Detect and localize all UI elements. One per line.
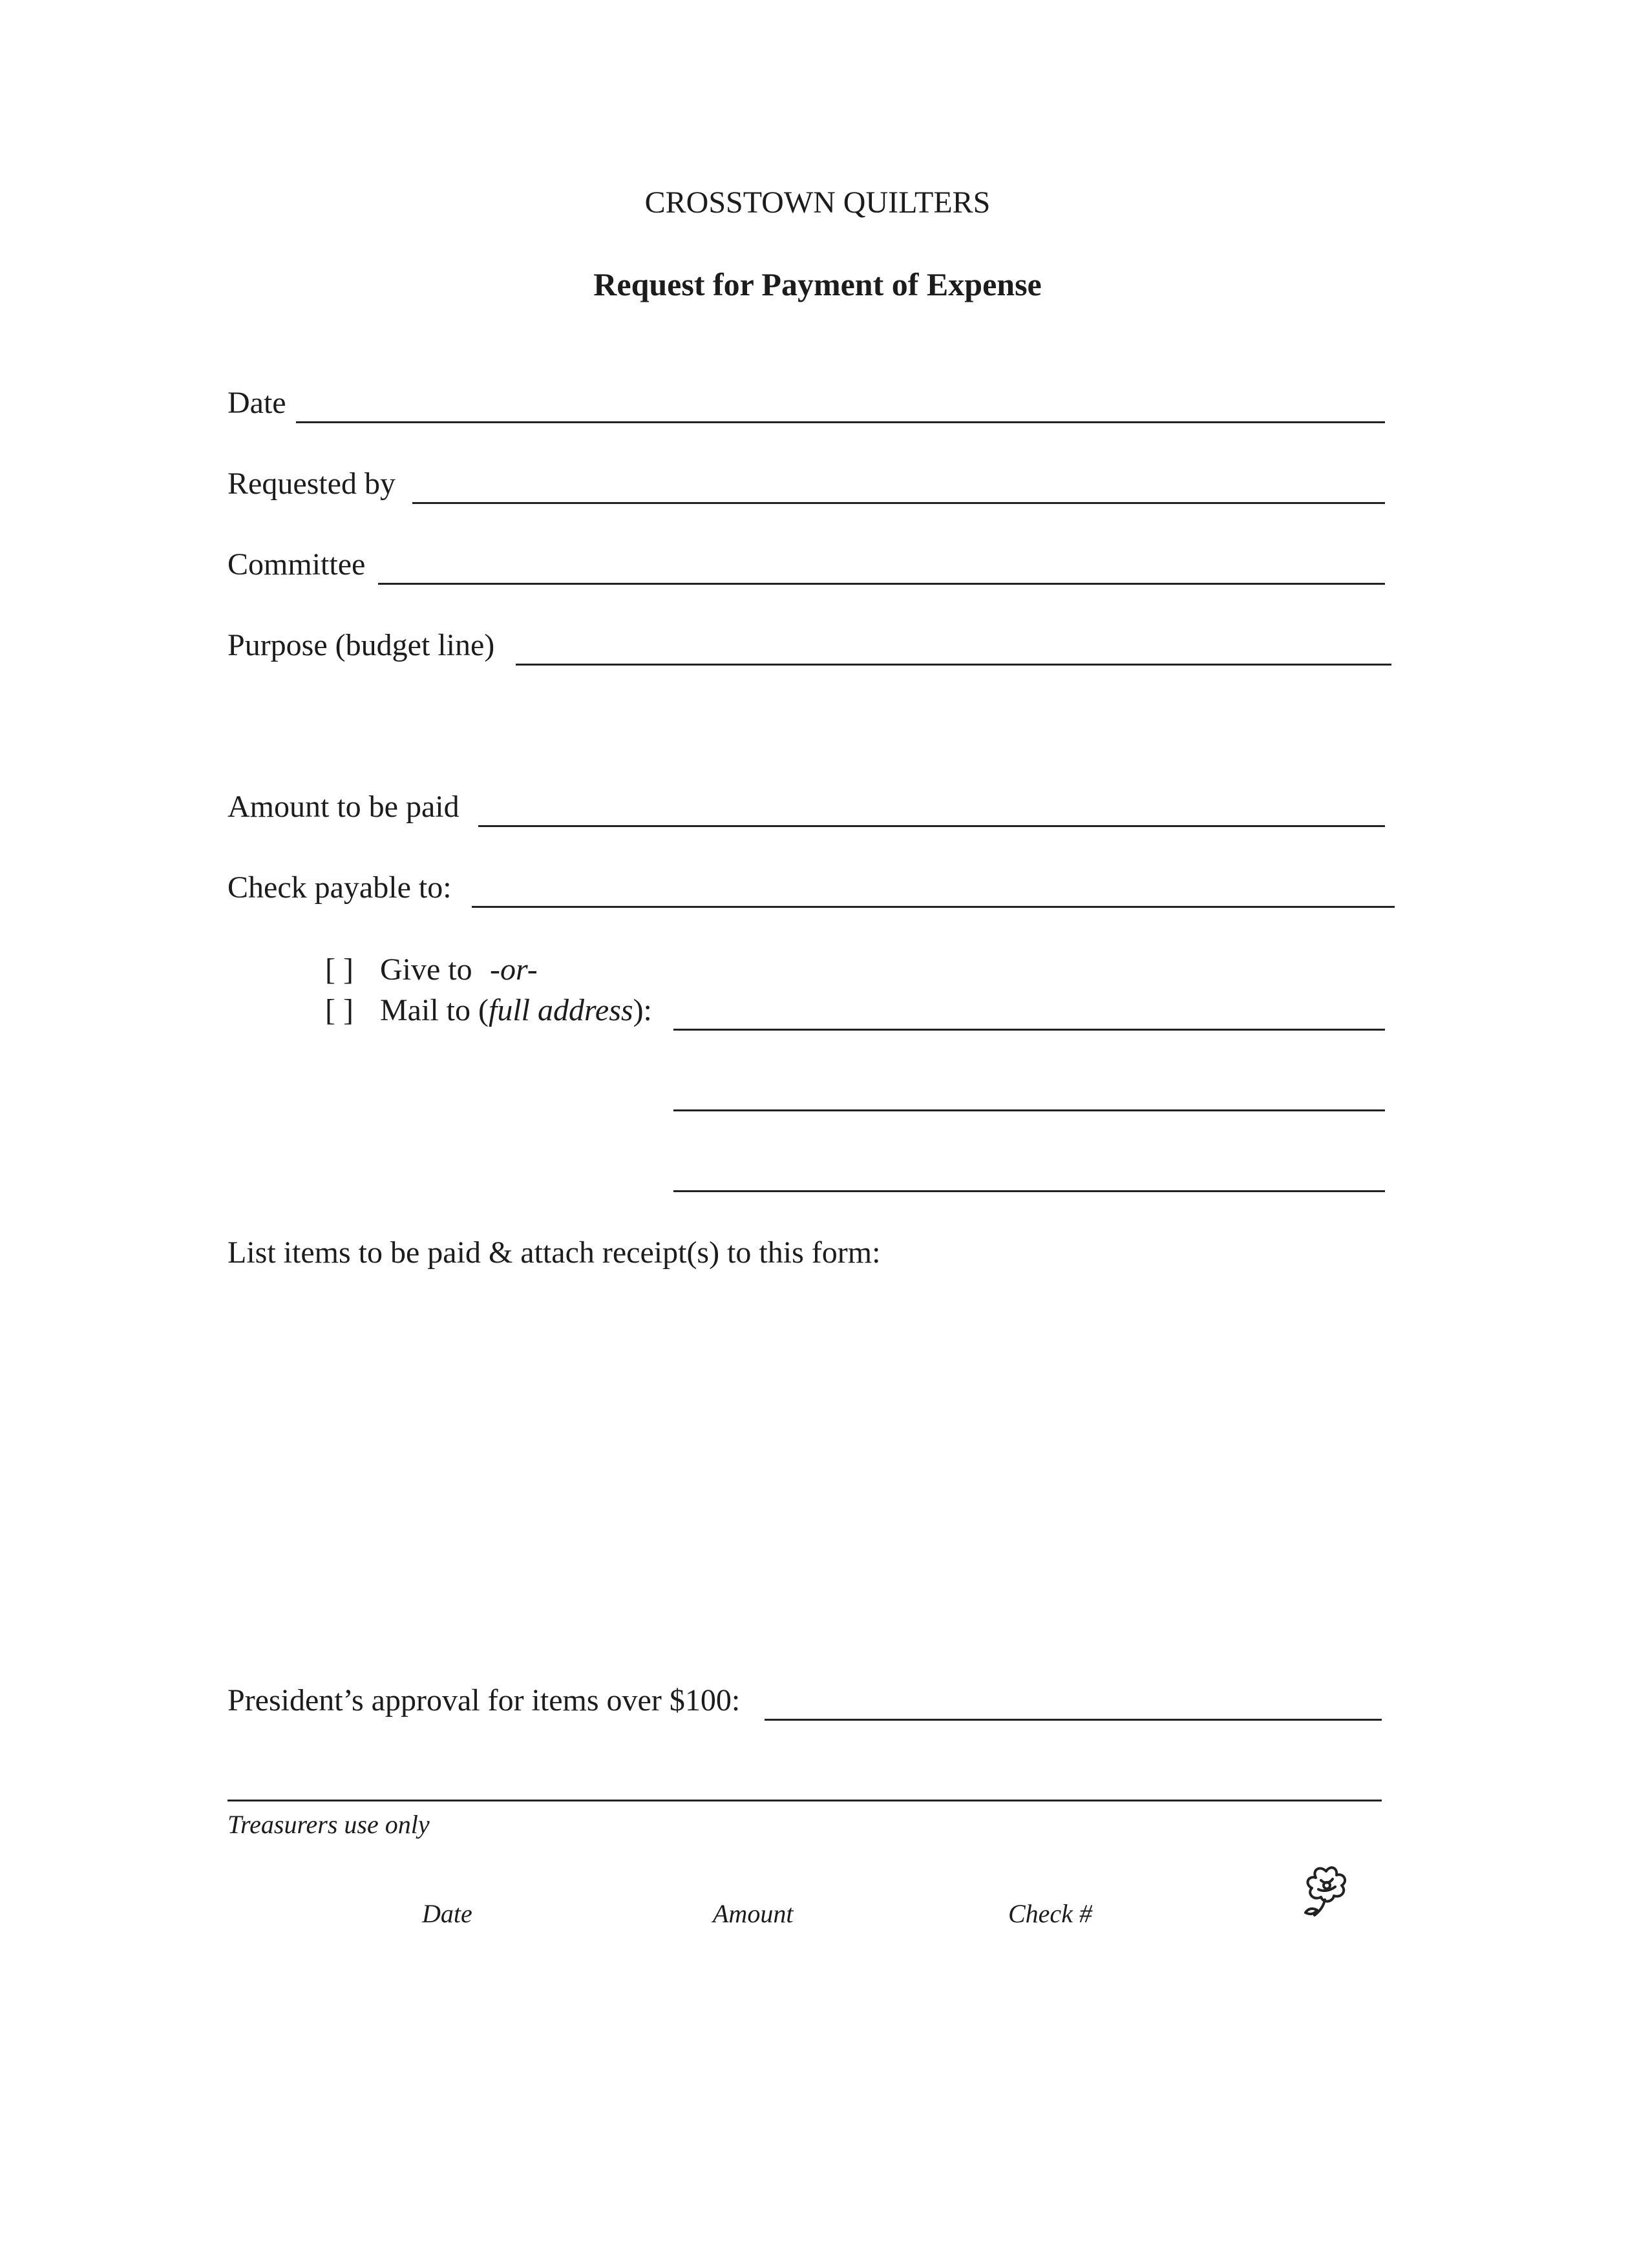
mail-address-line-1[interactable]	[673, 1029, 1385, 1031]
items-instruction: List items to be paid & attach receipt(s) to this form:	[227, 1235, 881, 1270]
requested-by-label: Requested by	[227, 467, 396, 501]
mail-to-suffix: ):	[633, 993, 652, 1027]
purpose-label: Purpose (budget line)	[227, 628, 495, 662]
date-label: Date	[227, 386, 286, 420]
treasurer-date-label: Date	[422, 1899, 472, 1928]
treasurer-amount-label: Amount	[713, 1899, 794, 1928]
committee-label: Committee	[227, 547, 366, 582]
amount-label: Amount to be paid	[227, 790, 460, 824]
date-input-line[interactable]	[296, 421, 1385, 423]
or-label: -or-	[490, 952, 538, 987]
mail-to-italic: full address	[488, 993, 633, 1027]
president-approval-line[interactable]	[765, 1719, 1382, 1721]
give-to-label: Give to	[380, 952, 472, 987]
check-payable-label: Check payable to:	[227, 870, 452, 905]
purpose-input-line[interactable]	[516, 664, 1391, 666]
mail-address-line-2[interactable]	[673, 1109, 1385, 1111]
form-title: Request for Payment of Expense	[593, 266, 1042, 302]
president-approval-label: President’s approval for items over $100:	[227, 1683, 741, 1717]
org-name: CROSSTOWN QUILTERS	[644, 185, 991, 220]
mail-address-line-3[interactable]	[673, 1190, 1385, 1192]
mail-to-label	[380, 995, 652, 1026]
mail-to-checkbox[interactable]: [ ]	[325, 993, 354, 1027]
mail-to-prefix: Mail to (	[380, 993, 489, 1027]
requested-by-input-line[interactable]	[412, 502, 1385, 504]
check-payable-input-line[interactable]	[472, 906, 1395, 908]
treasurer-check-label: Check #	[1008, 1899, 1092, 1928]
committee-input-line[interactable]	[378, 583, 1385, 585]
treasurer-divider	[227, 1800, 1382, 1801]
quilt-flower-icon	[1298, 1862, 1356, 1920]
amount-input-line[interactable]	[478, 825, 1385, 827]
treasurer-heading: Treasurers use only	[227, 1810, 430, 1839]
give-to-checkbox[interactable]: [ ]	[325, 952, 354, 987]
